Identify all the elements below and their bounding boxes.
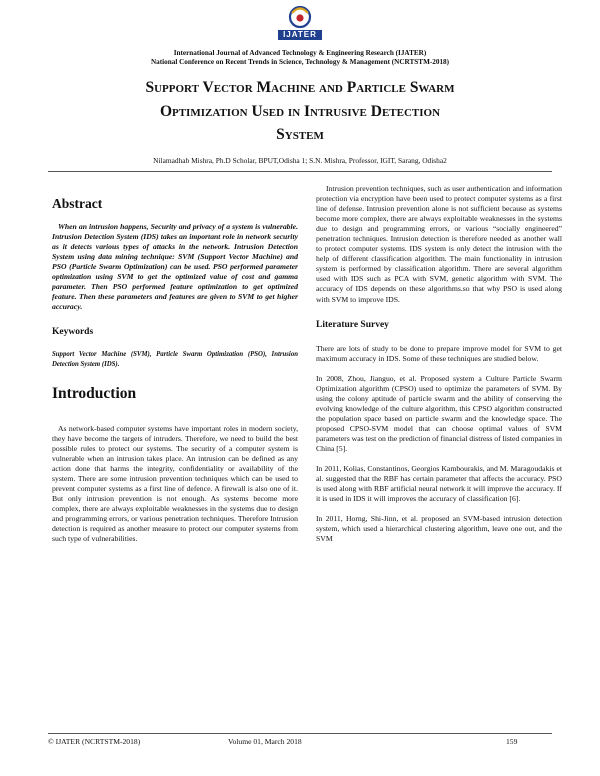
journal-name: International Journal of Advanced Technology & Engineering Research (IJATER) [173,49,427,57]
header-divider [48,171,552,172]
footer-divider [48,733,552,734]
survey-paragraph: In 2011, Horng, Shi-Jinn, et al. proposed an SVM-based intrusion detection system, which used a hierarchical clustering algorithm, leave one out, and the SVM [316,514,562,544]
footer-copyright: © IJATER (NCRTSTM-2018) [48,737,141,746]
literature-survey-heading: Literature Survey [316,319,389,330]
page-number: 159 [506,737,518,746]
keywords-text: Support Vector Machine (SVM), Particle Swarm Optimization (PSO), Intrusion Detection System (IDS). [52,351,298,368]
title-line-2: Optimization Used in Intrusive Detection [159,102,441,120]
left-column [52,184,298,544]
right-column [316,184,562,544]
intro-continued-paragraph: Intrusion prevention techniques, such as user authentication and information protection via encryption have been used to protect computer systems as a first line of defense. Intrusion prevention alone is not sufficient because as systems become more complex, there are always exploitable weaknesses in the systems due to design and programming errors, or various “socially engineered” penetration techniques. Intrusion detection is therefore needed as another wall to protect computer systems. IDS system is only detect the intrusion with the help of different classification algorithm. The main functionality in intrusion system is performed by classification algorithm. There are several algorithm used with IDS such as PCA with SVM, genetic algorithm with SVM. The accuracy of IDS depends on these algorithms.so that why PSO is used along with SVM to improve IDS. [316,184,562,304]
conference-name: National Conference on Recent Trends in Science, Technology & Management (NCRTSTM-2018) [150,58,450,66]
introduction-text: As network-based computer systems have important roles in modern society, they have become the targets of intruders. Therefore, we need to build the best possible rules to protect our systems. The security of a computer system is vulnerable when an intrusion takes place. An intrusion can be defined as any action done that harms the integrity, confidentiality or availability of the system. There are some intrusion prevention techniques which can be used to prevent computer systems as a first line of defence. A firewall is also one of it. But only intrusion prevention is not enough. As systems become more complex, there are always exploitable weaknesses in the systems due to design and programming errors, or various penetration techniques. Therefore Intrusion detection is required as another measure to protect our computer systems from such type of vulnerabilities. [52,423,298,544]
title-line-3: System [276,126,324,143]
survey-paragraph: In 2008, Zhou, Jianguo, et al. Proposed system a Culture Particle Swarm Optimization algorithm (CPSO) used to optimize the parameters of SVM. By using the colony aptitude of particle swarm and the ability of conserving the evolving knowledge of the culture algorithm, this CPSO algorithm constructed the population space based on particle swarm and the knowledge space. The proposed CPSO-SVM model that can choose optimal values of SVM parameters was test on the prediction of financial distress of listed companies in China [5]. [316,373,562,453]
abstract-text: When an intrusion happens, Security and privacy of a system is vulnerable. Intrusion Detection System (IDS) takes an important role in network security as it detects various types of attacks in the network. Intrusion Detection System using data mining technique: SVM (Support Vector Machine) and PSO (Particle Swarm Optimization) can be used. PSO performed parameter optimization using SVM to get the optimized value of cost and gamma parameter. Then PSO performed feature optimization to get optimized feature. Then these parameters and features are given to SVM to get higher accuracy. [52,222,298,312]
footer-volume: Volume 01, March 2018 [228,737,302,746]
paper-title [40,76,560,147]
abstract-heading: Abstract [52,196,103,211]
author-line: Nilamadhab Mishra, Ph.D Scholar, BPUT,Odisha 1; S.N. Mishra, Professor, IGIT, Sarang, Odisha2 [153,156,447,165]
survey-paragraph: In 2011, Kolias, Constantinos, Georgios Kambourakis, and M. Maragoudakis et al. suggested that the RBF has certain parameter that affects the accuracy. PSO is used along with RBF artificial neural network it will improve the accuracy. If it is used in IDS it will improves the accuracy of classification [6]. [316,464,562,504]
survey-paragraph: There are lots of study to be done to prepare improve model for SVM to get maximum accuracy in IDS. Some of these techniques are studied below. [316,343,562,363]
title-line-1: Support Vector Machine and Particle Swarm [145,79,455,96]
journal-logo [270,4,330,42]
logo-text: IJATER [283,30,317,39]
keywords-heading: Keywords [52,327,94,338]
introduction-heading: Introduction [52,384,137,402]
